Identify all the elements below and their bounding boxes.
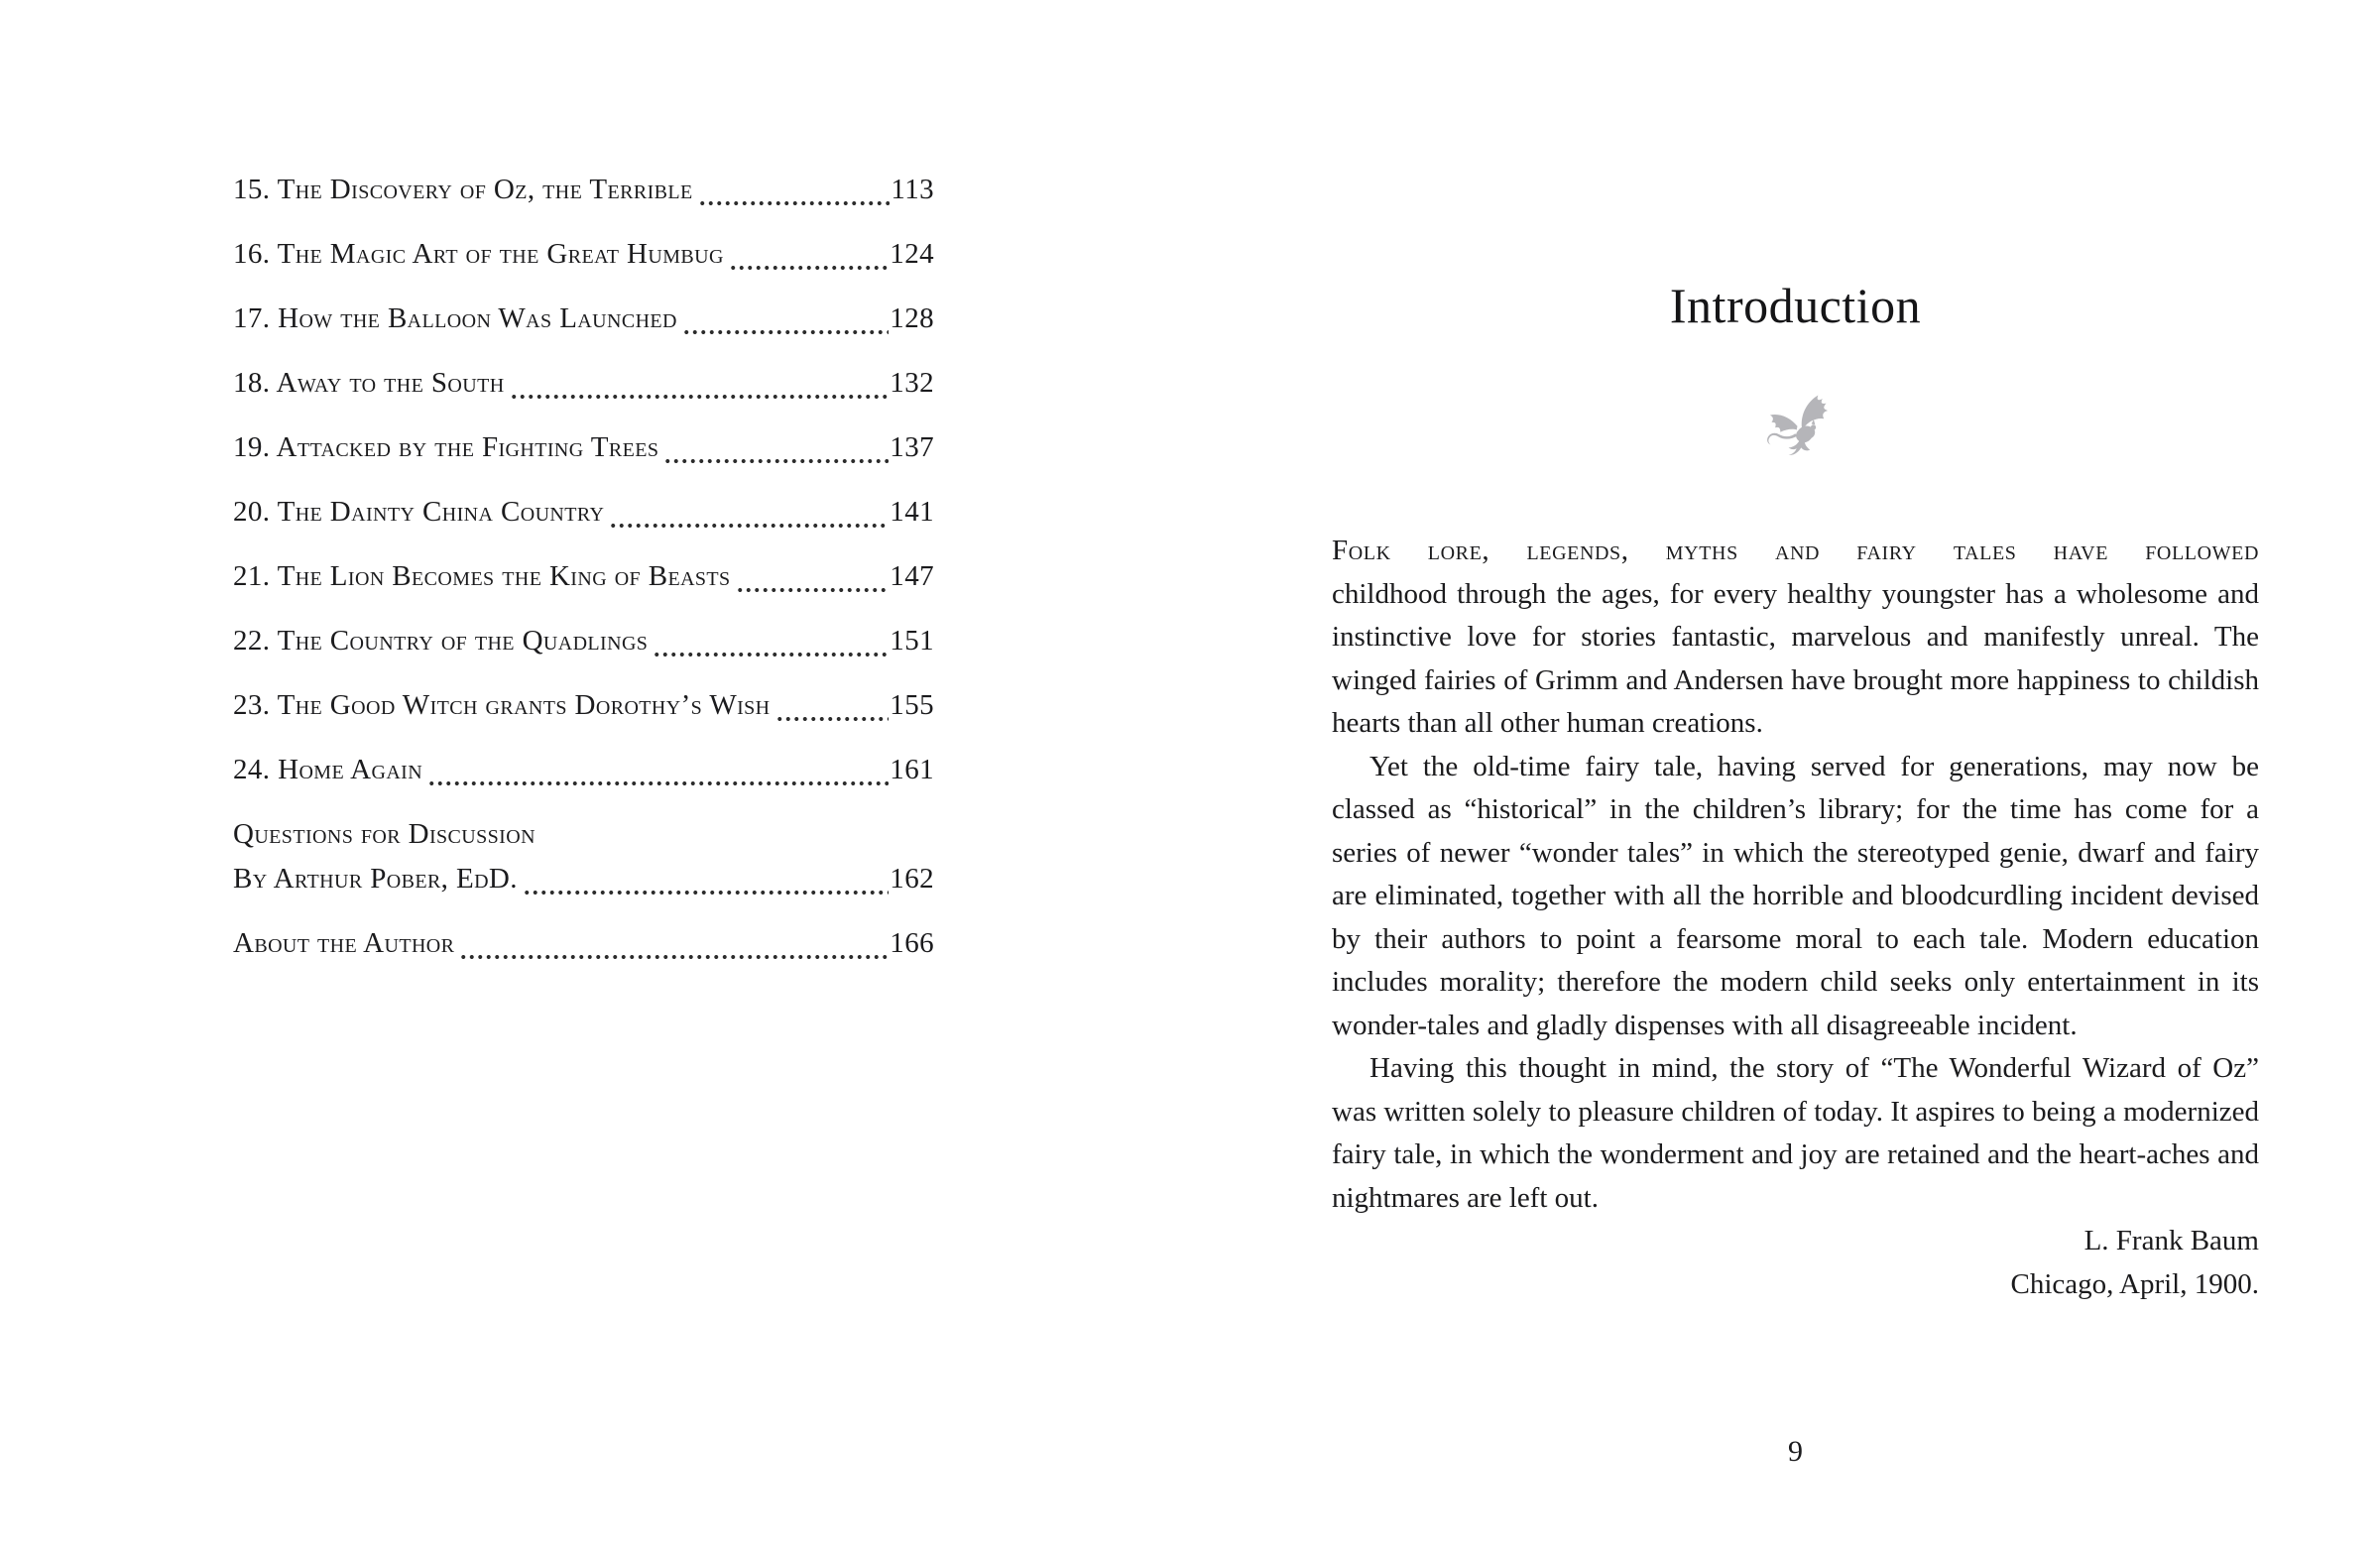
dot-leader xyxy=(523,890,889,896)
toc-page-number: 151 xyxy=(890,625,934,657)
toc-page-number: 132 xyxy=(890,367,934,399)
introduction-paragraph: Folk lore, legends, myths and fairy tales have followed childhood through the ages, for every healthy youngster has a wholesome and instinctive love for stories fantastic, marvelous and manifestly unreal. The winged fairies of Grimm and Andersen have brought more happiness to childish hearts than all other human creations. xyxy=(1332,530,2259,746)
toc-entry xyxy=(233,301,934,335)
winged-monkey-ornament-icon xyxy=(1332,393,2259,464)
dot-leader xyxy=(682,329,889,335)
toc-label: 17. How the Balloon Was Launched xyxy=(233,302,677,334)
toc-page-number: 147 xyxy=(890,560,934,592)
dot-leader xyxy=(653,652,889,657)
dot-leader xyxy=(459,954,889,960)
dot-leader xyxy=(736,587,890,593)
author-signature xyxy=(1332,1220,2259,1306)
toc-label: 21. The Lion Becomes the King of Beasts xyxy=(233,560,731,592)
toc-line xyxy=(233,688,934,722)
toc-entry xyxy=(233,173,934,206)
toc-label: 16. The Magic Art of the Great Humbug xyxy=(233,238,724,270)
toc-entry xyxy=(233,237,934,271)
toc-line xyxy=(233,862,934,896)
toc-label: By Arthur Pober, EdD. xyxy=(233,863,518,895)
page-title: Introduction xyxy=(1669,278,1922,333)
introduction-paragraph: Yet the old-time fairy tale, having served for generations, may now be classed as “historical” in the children’s library; for the time has come for a series of newer “wonder tales” in which the stereotyped genie, dwarf and fairy are eliminated, together with all the horrible and bloodcurdling incident devised by their authors to point a fearsome moral to each tale. Modern education includes morality; therefore the modern child seeks only entertainment in its wonder-tales and gladly dispenses with all disagreeable incident. xyxy=(1332,750,2259,1041)
small-caps-lead: Folk lore, legends, myths and fairy tales have followed xyxy=(1332,535,2259,566)
signature-place-date: Chicago, April, 1900. xyxy=(2010,1267,2259,1300)
toc-entry xyxy=(233,688,934,722)
toc-page-number: 128 xyxy=(890,302,934,334)
toc-line xyxy=(233,301,934,335)
toc-page-number: 124 xyxy=(890,238,934,270)
dot-leader xyxy=(698,200,891,206)
toc-page-number: 166 xyxy=(890,927,934,959)
dot-leader xyxy=(427,780,889,786)
dot-leader xyxy=(729,265,889,271)
toc-label: 15. The Discovery of Oz, the Terrible xyxy=(233,174,693,205)
toc-page-number: 155 xyxy=(890,689,934,721)
toc-entry xyxy=(233,624,934,657)
toc-label: 22. The Country of the Quadlings xyxy=(233,625,649,657)
toc-label: 23. The Good Witch grants Dorothy’s Wish xyxy=(233,689,771,721)
toc-label: 24. Home Again xyxy=(233,754,423,785)
toc-label: Questions for Discussion xyxy=(233,818,536,850)
toc-page-number: 137 xyxy=(890,431,934,463)
toc-line xyxy=(233,926,934,960)
dot-leader xyxy=(609,523,889,529)
toc-line xyxy=(233,817,934,851)
toc-page-number: 113 xyxy=(891,174,934,205)
toc-line xyxy=(233,366,934,400)
dot-leader xyxy=(510,394,890,400)
toc-entry xyxy=(233,753,934,786)
signature-name: L. Frank Baum xyxy=(2083,1225,2259,1256)
toc-entry xyxy=(233,926,934,960)
toc-line xyxy=(233,753,934,786)
toc-entry xyxy=(233,559,934,593)
toc-label: 19. Attacked by the Fighting Trees xyxy=(233,431,659,463)
toc-label: 20. The Dainty China Country xyxy=(233,496,605,528)
toc-label: 18. Away to the South xyxy=(233,367,505,399)
toc-line xyxy=(233,495,934,529)
toc-entry xyxy=(233,495,934,529)
toc-entry xyxy=(233,366,934,400)
toc-page-number: 161 xyxy=(890,754,934,785)
toc-page-number: 162 xyxy=(890,863,934,895)
toc-label: About the Author xyxy=(233,927,455,959)
toc-line xyxy=(233,173,934,206)
introduction-text xyxy=(1332,530,2259,1306)
toc-entry xyxy=(233,430,934,464)
dot-leader xyxy=(663,458,889,464)
introduction-page xyxy=(1190,0,2380,1554)
toc-line xyxy=(233,430,934,464)
page-number: 9 xyxy=(1788,1435,1803,1468)
toc-line xyxy=(233,559,934,593)
introduction-paragraphs xyxy=(1332,530,2259,1220)
toc-entry xyxy=(233,817,934,896)
dot-leader xyxy=(775,716,890,722)
toc-list xyxy=(233,173,934,991)
toc-line xyxy=(233,237,934,271)
toc-line xyxy=(233,624,934,657)
introduction-paragraph: Having this thought in mind, the story of “The Wonderful Wizard of Oz” was written solely to pleasure children of today. It aspires to being a modernized fairy tale, in which the wonderment and joy are retained and the heart-aches and nightmares are left out. xyxy=(1332,1052,2259,1214)
toc-page-number: 141 xyxy=(890,496,934,528)
